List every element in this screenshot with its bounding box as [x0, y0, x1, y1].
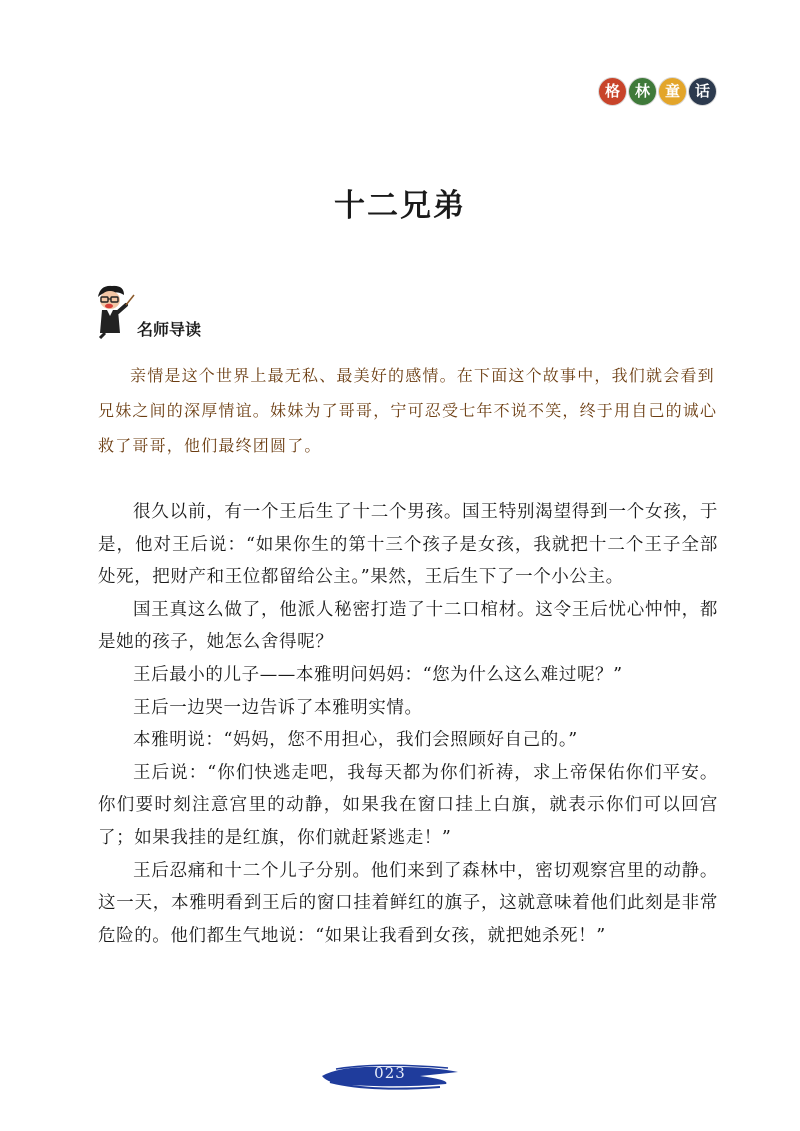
series-badge: 话 [689, 78, 716, 105]
series-badge: 林 [629, 78, 656, 105]
story-paragraph: 本雅明说：“妈妈，您不用担心，我们会照顾好自己的。” [133, 730, 578, 751]
series-badge: 童 [659, 78, 686, 105]
page-number: 023 [374, 1064, 406, 1082]
story-paragraph: 王后忍痛和十二个儿子分别。他们来到了森林中，密切观察宫里的动静。这一天，本雅明看到王后的窗口挂着鲜红的旗子，这就意味着他们此刻是非常危险的。他们都生气地说：“如果让我看到女孩，就把她杀死！” [98, 860, 718, 946]
teacher-with-pointer-icon [88, 283, 136, 339]
guide-paragraph: 亲情是这个世界上最无私、最美好的感情。在下面这个故事中，我们就会看到兄妹之间的深厚情谊。妹妹为了哥哥，宁可忍受七年不说不笑，终于用自己的诚心救了哥哥，他们最终团圆了。 [98, 366, 718, 455]
guide-text [98, 358, 718, 463]
series-badge: 格 [599, 78, 626, 105]
story-paragraph: 王后一边哭一边告诉了本雅明实情。 [133, 697, 423, 718]
story-paragraph: 王后最小的儿子——本雅明问妈妈：“您为什么这么难过呢？” [133, 664, 623, 685]
story-body [98, 496, 718, 952]
story-paragraph: 国王真这么做了，他派人秘密打造了十二口棺材。这令王后忧心忡忡，都是她的孩子，她怎么舍得呢？ [98, 599, 718, 653]
series-title [599, 78, 716, 105]
page-footer [320, 1054, 460, 1094]
story-paragraph: 很久以前，有一个王后生了十二个男孩。国王特别渴望得到一个女孩，于是，他对王后说：“如果你生的第十三个孩子是女孩，我就把十二个王子全部处死，把财产和王位都留给公主。”果然，王后生下了一个小公主。 [98, 502, 718, 588]
chapter-title: 十二兄弟 [334, 188, 466, 224]
story-paragraph: 王后说：“你们快逃走吧，我每天都为你们祈祷，求上帝保佑你们平安。你们要时刻注意宫里的动静，如果我在窗口挂上白旗，就表示你们可以回宫了；如果我挂的是红旗，你们就赶紧逃走！” [98, 762, 718, 848]
guide-heading: 名师导读 [137, 320, 202, 339]
